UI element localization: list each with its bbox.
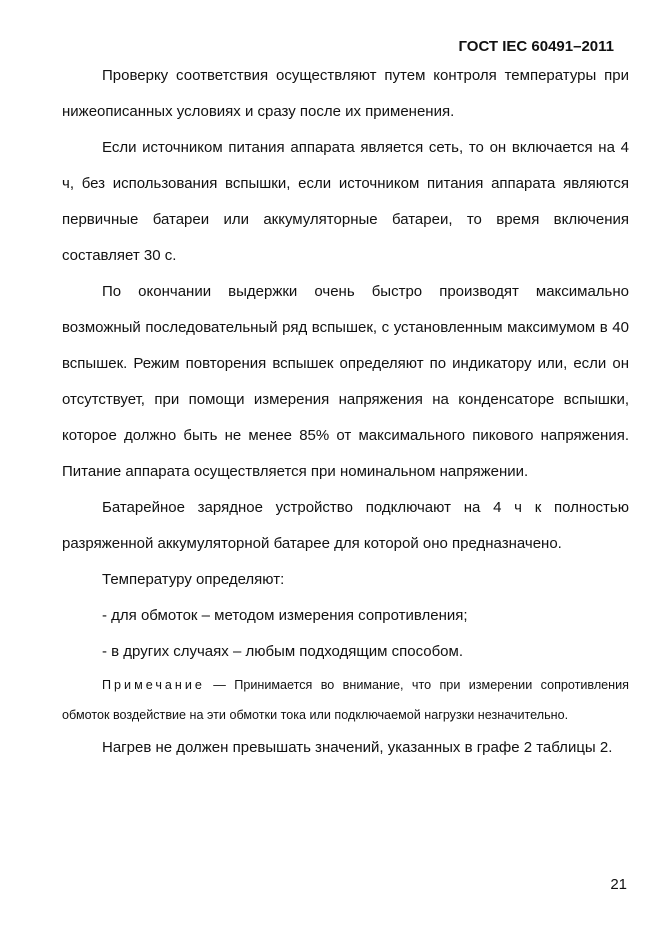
document-header: ГОСТ IEC 60491–2011: [458, 38, 614, 55]
note: [62, 670, 629, 730]
list-item-other: - в других случаях – любым подходящим способом.: [102, 643, 464, 660]
page-number: 21: [610, 876, 627, 893]
paragraph-8: Нагрев не должен превышать значений, указанных в графе 2 таблицы 2.: [102, 739, 613, 756]
paragraph-4: Батарейное зарядное устройство подключают на 4 ч к полностью разряженной аккумуляторной батарее для которой оно предназначено.: [62, 499, 629, 552]
paragraph-2: Если источником питания аппарата является сеть, то он включается на 4 ч, без использования вспышки, если источником питания аппарата являются первичные батареи или аккумуляторные батареи, то время включения составляет 30 с.: [62, 139, 629, 264]
page-body: [62, 58, 629, 766]
note-text: Принимается во внимание, что при измерении сопротивления обмоток воздействие на эти обмотки тока или подключаемой нагрузки незначительно.: [62, 678, 629, 722]
note-dash: —: [204, 678, 235, 692]
list-item-windings: - для обмоток – методом измерения сопротивления;: [102, 607, 468, 624]
paragraph-3: По окончании выдержки очень быстро производят максимально возможный последовательный ряд вспышек, с установленным максимумом в 40 вспышек. Режим повторения вспышек определяют по индикатору или, если он отсутствует, при помощи измерения напряжения на конденсаторе вспышки, которое должно быть не менее 85% от максимального пикового напряжения. Питание аппарата осуществляется при номинальном напряжении.: [62, 283, 629, 480]
note-label: Примечание: [102, 678, 205, 692]
paragraph-5: Температуру определяют:: [102, 571, 285, 588]
paragraph-1: Проверку соответствия осуществляют путем контроля температуры при нижеописанных условиях и сразу после их применения.: [62, 67, 629, 120]
